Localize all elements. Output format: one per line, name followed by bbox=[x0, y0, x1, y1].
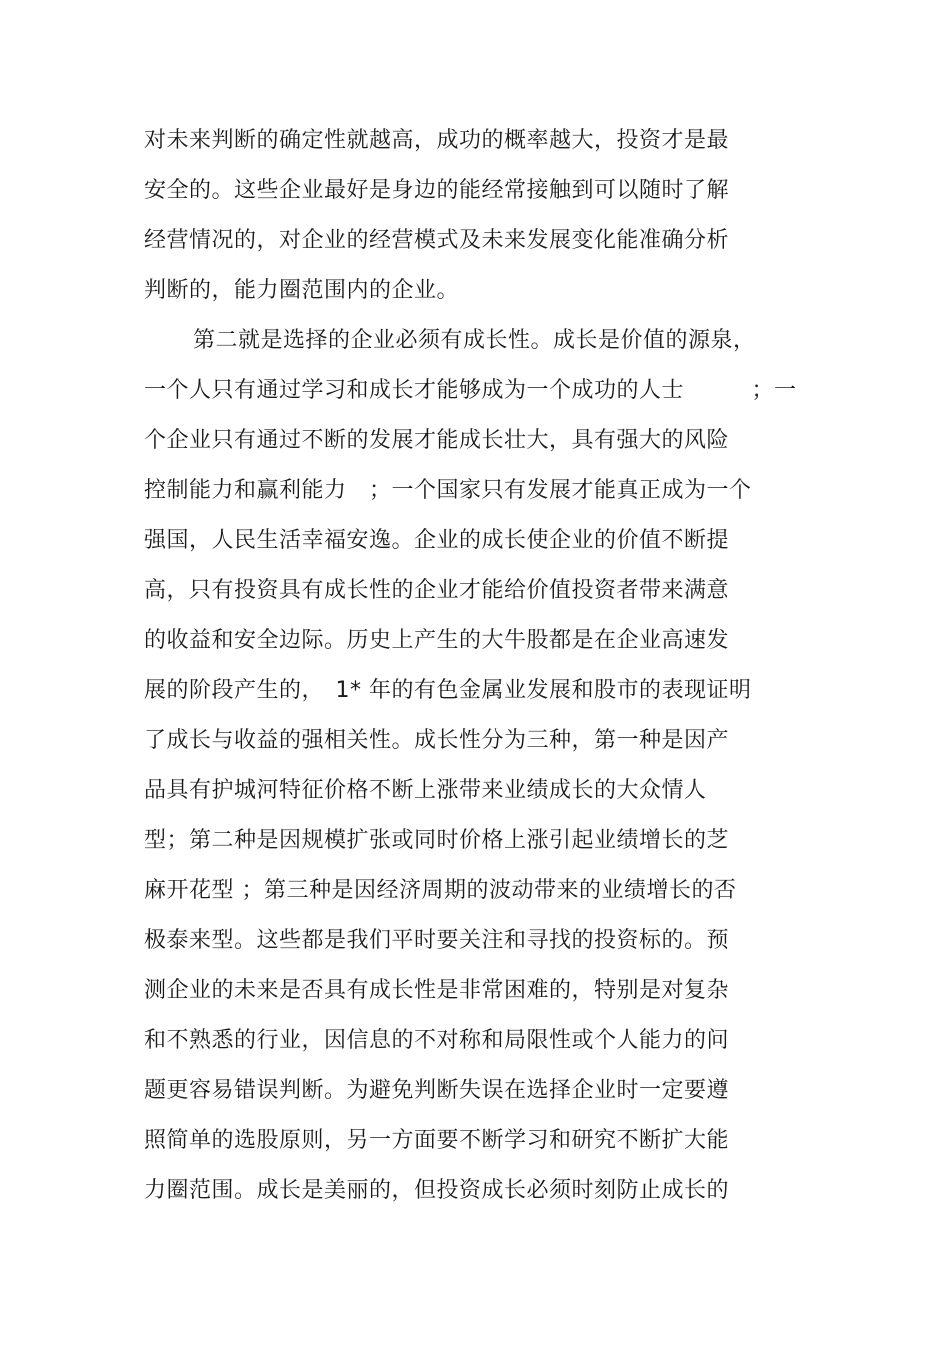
text-line: 的收益和安全边际。历史上产生的大牛股都是在企业高速发 bbox=[144, 628, 730, 653]
text-line: 一个人只有通过学习和成长才能够成为一个成功的人士 ；一 bbox=[144, 378, 797, 403]
text-line: 对未来判断的确定性就越高，成功的概率越大，投资才是最 bbox=[144, 128, 730, 153]
text-line: 型；第二种是因规模扩张或同时价格上涨引起业绩增长的芝 bbox=[144, 828, 730, 853]
text-line: 极泰来型。这些都是我们平时要关注和寻找的投资标的。预 bbox=[144, 928, 730, 953]
text-line: 和不熟悉的行业，因信息的不对称和局限性或个人能力的问 bbox=[144, 1028, 730, 1053]
text-line: 品具有护城河特征价格不断上涨带来业绩成长的大众情人 bbox=[144, 778, 707, 803]
paragraph-first-line: 第二就是选择的企业必须有成长性。成长是价值的源泉， bbox=[193, 328, 756, 353]
text-line: 测企业的未来是否具有成长性是非常困难的，特别是对复杂 bbox=[144, 978, 730, 1003]
text-line: 控制能力和赢利能力 ；一个国家只有发展才能真正成为一个 bbox=[144, 478, 752, 503]
text-line: 题更容易错误判断。为避免判断失误在选择企业时一定要遵 bbox=[144, 1078, 730, 1103]
text-line: 高，只有投资具有成长性的企业才能给价值投资者带来满意 bbox=[144, 578, 730, 603]
text-line: 个企业只有通过不断的发展才能成长壮大，具有强大的风险 bbox=[144, 428, 730, 453]
text-line: 判断的，能力圈范围内的企业。 bbox=[144, 278, 460, 303]
text-line: 展的阶段产生的， 1* 年的有色金属业发展和股市的表现证明 bbox=[144, 678, 752, 703]
text-line: 安全的。这些企业最好是身边的能经常接触到可以随时了解 bbox=[144, 178, 730, 203]
text-line: 照简单的选股原则，另一方面要不断学习和研究不断扩大能 bbox=[144, 1128, 730, 1153]
text-line: 了成长与收益的强相关性。成长性分为三种，第一种是因产 bbox=[144, 728, 730, 753]
text-line: 经营情况的，对企业的经营模式及未来发展变化能准确分析 bbox=[144, 228, 730, 253]
text-line: 力圈范围。成长是美丽的，但投资成长必须时刻防止成长的 bbox=[144, 1178, 730, 1203]
text-line: 麻开花型 ；第三种是因经济周期的波动带来的业绩增长的否 bbox=[144, 878, 737, 903]
text-line: 强国，人民生活幸福安逸。企业的成长使企业的价值不断提 bbox=[144, 528, 730, 553]
